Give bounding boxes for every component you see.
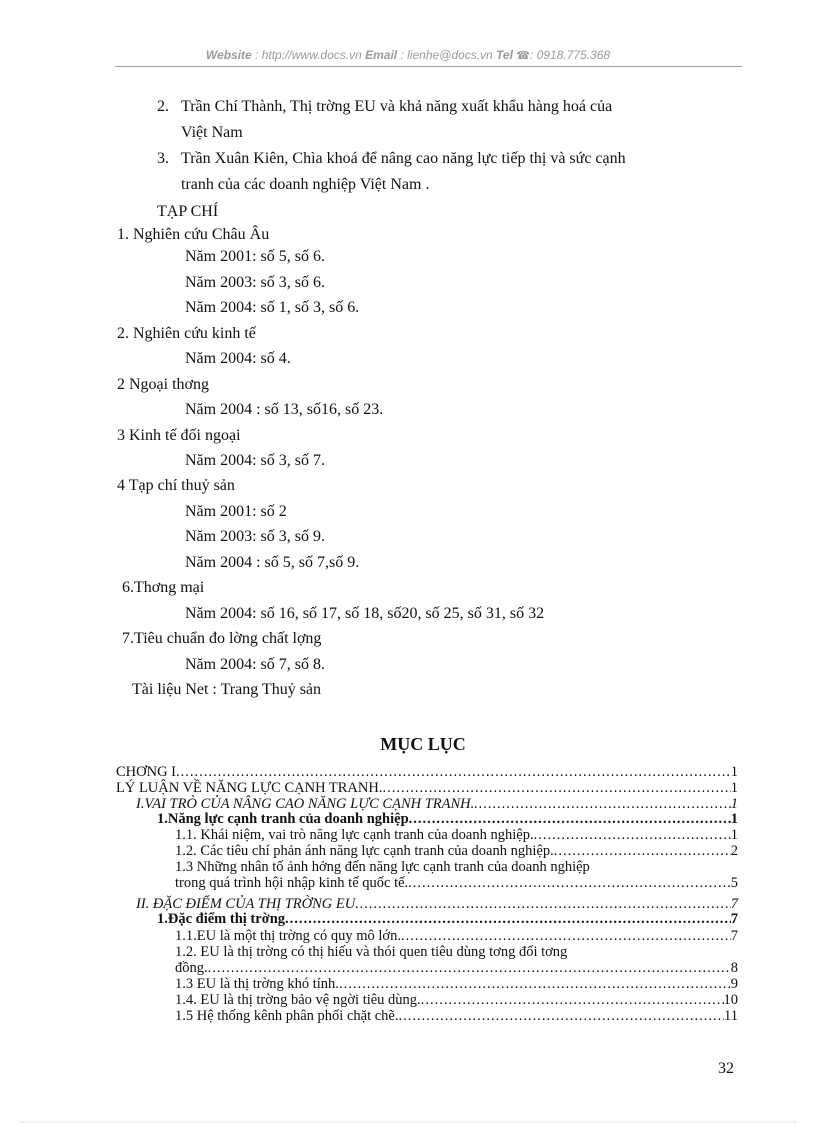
journal-issue: Năm 2004 : số 5, số 7,số 9.	[185, 554, 360, 571]
journal-issue: Năm 2004: số 1, số 3, số 6.	[185, 299, 360, 316]
toc-leader	[409, 811, 731, 827]
toc-leader	[176, 764, 731, 780]
toc-label: LÝ LUẬN VỀ NĂNG LỰC CẠNH TRANH.	[116, 780, 383, 796]
toc-page: 7	[730, 911, 738, 927]
toc-entry[interactable]	[175, 928, 738, 944]
toc-label: 1.Đặc điểm thị trờng	[157, 911, 286, 927]
toc-leader	[408, 875, 731, 891]
toc-leader	[208, 960, 731, 976]
toc-label: 1.1.EU là một thị trờng có quy mô lớn.	[175, 928, 401, 944]
toc-label: 1.5 Hệ thống kênh phân phối chặt chẽ.	[175, 1008, 399, 1024]
toc-page: 8	[730, 960, 738, 976]
toc-entry[interactable]	[175, 992, 738, 1008]
toc-page: 1	[730, 764, 738, 780]
journal-title: 2. Nghiên cứu kinh tế	[117, 325, 256, 342]
journal-issue: Năm 2003: số 3, số 6.	[185, 274, 325, 291]
journal-issue: Năm 2003: số 3, số 9.	[185, 528, 325, 545]
toc-page: 7	[730, 928, 738, 944]
journal-title: 1. Nghiên cứu Châu Âu	[117, 226, 270, 243]
toc-leader	[285, 911, 731, 927]
toc-label: 1.2. EU là thị trờng có thị hiếu và thói quen tiêu dùng tơng đối tơng	[175, 944, 568, 960]
reference-item	[157, 146, 626, 198]
toc-page: 11	[724, 1008, 738, 1024]
journal-issue: Năm 2004: số 3, số 7.	[185, 452, 325, 469]
toc-leader	[401, 928, 731, 944]
email-label: Email	[365, 48, 398, 62]
toc-label: trong quá trình hội nhập kinh tế quốc tế.	[175, 875, 409, 891]
toc-leader	[474, 796, 730, 812]
toc-entry[interactable]	[157, 911, 738, 927]
journals-heading: TẠP CHÍ	[157, 203, 219, 220]
journal-issue: Năm 2004: số 16, số 17, số 18, số20, số 25, số 31, số 32	[185, 605, 545, 622]
toc-entry[interactable]	[175, 859, 738, 875]
journal-issue: Năm 2004 : số 13, số16, số 23.	[185, 401, 384, 418]
journal-title: 6.Thơng mại	[122, 579, 205, 596]
reference-line: Trần Chí Thành, Thị trờng EU và khả năng xuất khẩu hàng hoá của	[181, 98, 613, 115]
toc-page: 1	[730, 780, 738, 796]
toc-leader	[534, 827, 731, 843]
website-value: : http://www.docs.vn	[255, 48, 362, 62]
toc-page: 2	[730, 843, 738, 859]
reference-number: 2.	[157, 98, 169, 115]
toc-entry[interactable]	[175, 976, 738, 992]
toc-leader	[398, 1008, 724, 1024]
toc-leader	[355, 896, 731, 912]
tel-label: Tel	[496, 48, 513, 62]
toc-label: II. ĐẶC ĐIỂM CỦA THỊ TRỜNG EU	[136, 896, 356, 912]
reference-line: tranh của các doanh nghiệp Việt Nam .	[181, 176, 430, 193]
toc-page: 10	[723, 992, 738, 1008]
toc-entry[interactable]	[175, 960, 738, 976]
phone-icon: ☎	[516, 50, 530, 62]
tel-value: : 0918.775.368	[530, 48, 611, 62]
journal-issue: Năm 2001: số 2	[185, 503, 287, 520]
toc-label: 1.3 EU là thị trờng khó tính.	[175, 976, 339, 992]
page-header	[0, 48, 816, 62]
journal-issue: Năm 2001: số 5, số 6.	[185, 248, 325, 265]
toc-entry[interactable]	[157, 811, 738, 827]
toc-title: MỤC LỤC	[380, 734, 466, 754]
toc-page: 7	[730, 896, 738, 912]
journal-issue: Năm 2004: số 7, số 8.	[185, 656, 325, 673]
toc-entry[interactable]	[175, 827, 738, 843]
journal-title: 3 Kinh tế đối ngoại	[117, 427, 241, 444]
header-rule	[115, 66, 742, 67]
page-number: 32	[718, 1060, 734, 1077]
toc-leader	[421, 992, 724, 1008]
toc-leader	[554, 843, 731, 859]
email-value: : lienhe@docs.vn	[400, 48, 493, 62]
toc-leader	[339, 976, 731, 992]
toc-label: 1.2. Các tiêu chí phản ánh năng lực cạnh tranh của doanh nghiệp.	[175, 843, 554, 859]
toc-entry[interactable]	[116, 780, 738, 796]
reference-line: Việt Nam	[181, 124, 243, 141]
toc-leader	[382, 780, 730, 796]
journal-issue: Năm 2004: số 4.	[185, 350, 291, 367]
journal-title: 4 Tạp chí thuỷ sản	[117, 477, 235, 494]
toc-entry[interactable]	[175, 1008, 738, 1024]
website-label: Website	[205, 48, 252, 62]
toc-label: CHƠNG I	[116, 764, 177, 780]
toc-page: 9	[730, 976, 738, 992]
reference-item	[157, 94, 612, 146]
reference-number: 3.	[157, 150, 169, 167]
toc-entry[interactable]	[175, 944, 738, 960]
toc-page: 1	[730, 811, 738, 827]
toc-label: 1.3 Những nhân tố ảnh hởng đến năng lực cạnh tranh của doanh nghiệp	[175, 859, 590, 875]
toc-label: 1.4. EU là thị trờng bảo vệ ngời tiêu dùng.	[175, 992, 421, 1008]
toc-label: đồng.	[175, 960, 208, 976]
toc-label: I.VAI TRÒ CỦA NÂNG CAO NĂNG LỰC CẠNH TRANH.	[136, 796, 475, 812]
toc-page: 1	[730, 827, 738, 843]
toc-label: 1.1. Khái niệm, vai trò năng lực cạnh tranh của doanh nghiệp.	[175, 827, 534, 843]
toc-entry[interactable]	[175, 875, 738, 891]
toc-page: 5	[730, 875, 738, 891]
journal-title: 7.Tiêu chuẩn đo lờng chất lợng	[122, 630, 322, 647]
reference-line: Trần Xuân Kiên, Chìa khoá để nâng cao năng lực tiếp thị và sức cạnh	[181, 150, 626, 167]
toc-entry[interactable]	[136, 896, 738, 912]
internet-source: Tài liệu Net : Trang Thuỷ sản	[132, 681, 322, 698]
toc-entry[interactable]	[136, 796, 738, 812]
toc-entry[interactable]	[175, 843, 738, 859]
toc-label: 1.Năng lực cạnh tranh của doanh nghiệp	[157, 811, 409, 827]
toc-entry[interactable]	[116, 764, 738, 780]
journal-title: 2 Ngoại thơng	[117, 376, 210, 393]
toc-page: 1	[730, 796, 738, 812]
